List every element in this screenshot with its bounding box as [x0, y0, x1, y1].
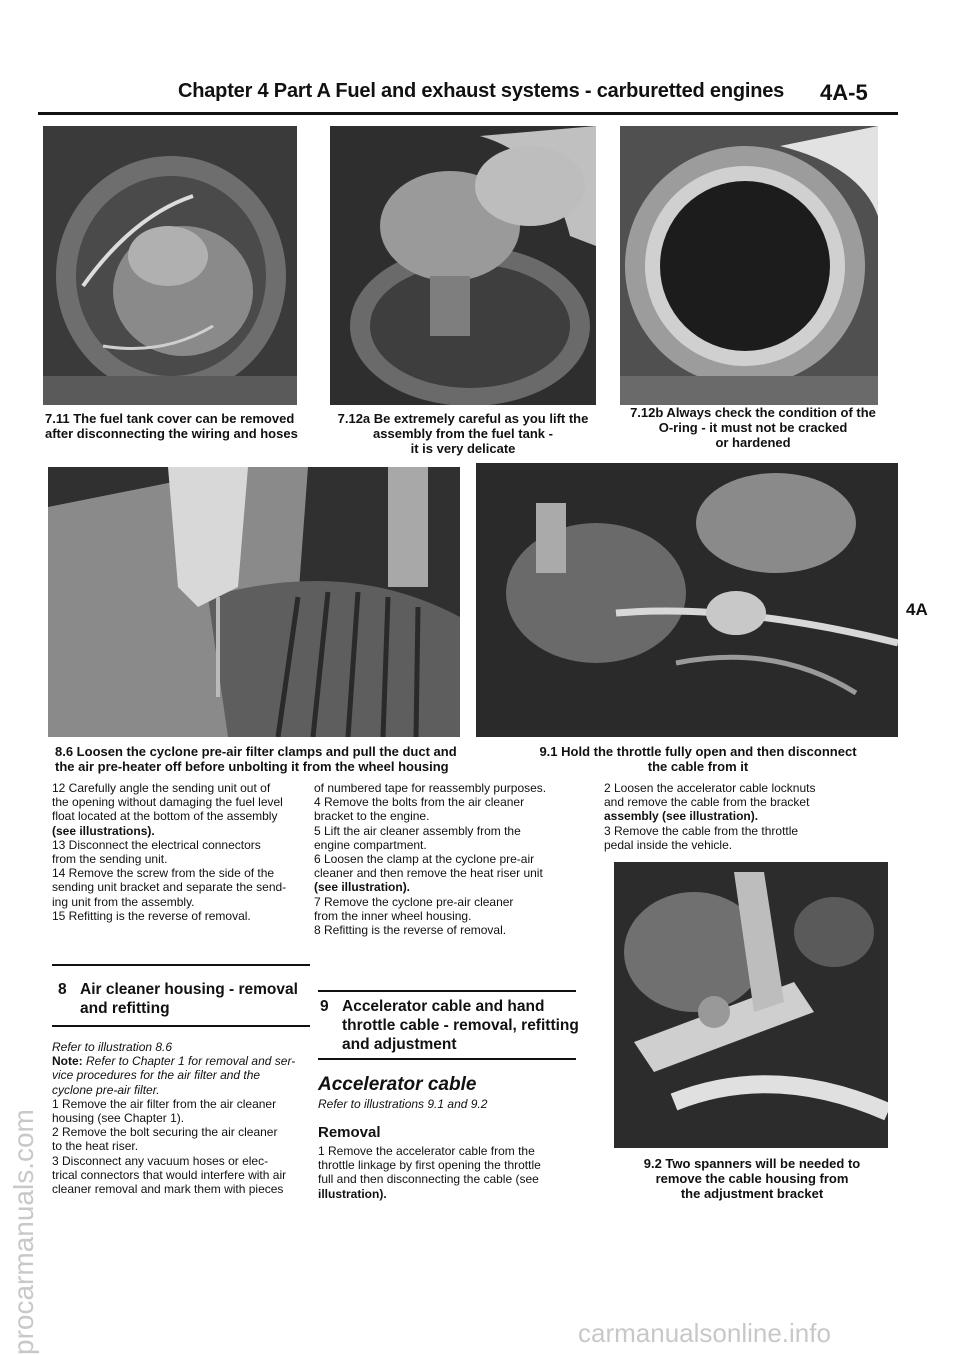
- text-line: 6 Loosen the clamp at the cyclone pre-air: [314, 852, 535, 867]
- text-line: trical connectors that would interfere with air: [52, 1167, 287, 1182]
- caption-line: remove the cable housing from: [655, 1171, 849, 1186]
- text-line: engine compartment.: [314, 837, 427, 852]
- text-line: 4 Remove the bolts from the air cleaner: [314, 795, 525, 810]
- note-label: Note:: [52, 1054, 83, 1069]
- text-line: (see illustrations).: [52, 823, 155, 838]
- text-line: cleaner and then remove the heat riser unit: [314, 866, 543, 881]
- section-8-top-rule: [52, 964, 310, 966]
- caption-line: the adjustment bracket: [680, 1186, 824, 1201]
- section-9-heading: [320, 997, 580, 1054]
- text-line: and remove the cable from the bracket: [604, 795, 810, 810]
- section-number: 8: [58, 981, 67, 998]
- caption-7-12a: [322, 411, 604, 456]
- caption-line: 7.12b Always check the condition of the: [630, 405, 876, 420]
- caption-8-6: [55, 744, 475, 774]
- watermark-left: procarmanuals.com: [8, 1109, 39, 1355]
- text-line: pedal inside the vehicle.: [604, 837, 733, 852]
- page-header-title: Chapter 4 Part A Fuel and exhaust systems - carburetted engines: [178, 80, 785, 102]
- heading-line: Air cleaner housing - removal: [80, 981, 298, 998]
- page-number: 4A-5: [820, 80, 868, 105]
- photo-throttle-linkage: [476, 463, 898, 737]
- heading-line: and refitting: [80, 1000, 170, 1017]
- photo-fuel-tank-assembly: [330, 126, 596, 405]
- heading-line: Accelerator cable and hand: [342, 998, 545, 1015]
- text-line: float located at the bottom of the assembly: [52, 809, 278, 824]
- text-line: Refer to Chapter 1 for removal and ser-: [82, 1054, 296, 1069]
- text-line: throttle linkage by first opening the throttle: [318, 1158, 541, 1173]
- text-line: assembly (see illustration).: [604, 809, 759, 824]
- section-8-bottom-rule: [52, 1025, 310, 1027]
- text-line: of numbered tape for reassembly purposes.: [314, 781, 547, 795]
- caption-line: it is very delicate: [410, 441, 516, 456]
- text-line: 8 Refitting is the reverse of removal.: [314, 923, 507, 938]
- caption-line: 8.6 Loosen the cyclone pre-air filter clamps and pull the duct and: [55, 744, 457, 759]
- section-9-bottom-rule: [318, 1058, 576, 1060]
- reference-text: Refer to illustrations 9.1 and 9.2: [318, 1097, 488, 1111]
- section-9-top-rule: [318, 990, 576, 992]
- caption-line: O-ring - it must not be cracked: [658, 420, 848, 435]
- text-line: illustration).: [318, 1186, 387, 1201]
- column-1-text: [52, 781, 310, 923]
- text-line: the opening without damaging the fuel level: [52, 795, 283, 810]
- text-line: cyclone pre-air filter.: [52, 1082, 160, 1097]
- header-rule: [38, 112, 898, 115]
- text-line: 14 Remove the screw from the side of the: [52, 866, 275, 881]
- heading-line: throttle cable - removal, refitting: [342, 1017, 579, 1034]
- text-line: 2 Loosen the accelerator cable locknuts: [604, 781, 816, 795]
- text-line: housing (see Chapter 1).: [52, 1111, 185, 1126]
- text-line: sending unit bracket and separate the send-: [52, 880, 287, 895]
- caption-line: 9.2 Two spanners will be needed to: [643, 1156, 861, 1171]
- photo-cyclone-filter: [48, 467, 460, 737]
- text-line: 13 Disconnect the electrical connectors: [52, 837, 261, 852]
- column-2-text: [314, 781, 574, 937]
- photo-o-ring: [620, 126, 878, 405]
- removal-body: [318, 1144, 580, 1201]
- caption-line: 7.11 The fuel tank cover can be removed: [45, 411, 295, 426]
- text-line: 7 Remove the cyclone pre-air cleaner: [314, 894, 514, 909]
- text-line: ing unit from the assembly.: [52, 894, 195, 909]
- photo-cable-housing-spanners: [614, 862, 888, 1148]
- text-line: to the heat riser.: [52, 1139, 139, 1154]
- subheading-accelerator-cable: Accelerator cable: [318, 1074, 477, 1095]
- caption-line: or hardened: [715, 435, 791, 450]
- text-line: full and then disconnecting the cable (see: [318, 1172, 539, 1187]
- caption-line: 7.12a Be extremely careful as you lift the: [337, 411, 589, 426]
- caption-line: the air pre-heater off before unbolting it from the wheel housing: [55, 759, 449, 774]
- text-line: 15 Refitting is the reverse of removal.: [52, 908, 251, 923]
- caption-line: after disconnecting the wiring and hoses: [45, 426, 298, 441]
- caption-7-11: [45, 411, 305, 441]
- section-number: 9: [320, 998, 329, 1015]
- text-line: 3 Disconnect any vacuum hoses or elec-: [52, 1153, 269, 1168]
- column-3-text: [604, 781, 896, 852]
- watermark-bottom: carmanualsonline.info: [578, 1318, 831, 1348]
- subheading-removal: Removal: [318, 1124, 381, 1141]
- caption-line: assembly from the fuel tank -: [373, 426, 553, 441]
- text-line: 12 Carefully angle the sending unit out of: [52, 781, 271, 795]
- section-8-body: [52, 1040, 314, 1196]
- caption-9-2: [600, 1156, 904, 1201]
- caption-line: 9.1 Hold the throttle fully open and then disconnect: [539, 744, 857, 759]
- text-line: Refer to illustration 8.6: [52, 1040, 173, 1054]
- text-line: 1 Remove the accelerator cable from the: [318, 1144, 535, 1158]
- text-line: cleaner removal and mark them with pieces: [52, 1182, 284, 1197]
- text-line: (see illustration).: [314, 880, 411, 895]
- text-line: 5 Lift the air cleaner assembly from the: [314, 823, 521, 838]
- text-line: bracket to the engine.: [314, 809, 430, 824]
- chapter-tab: 4A: [906, 600, 928, 619]
- text-line: vice procedures for the air filter and the: [52, 1068, 261, 1083]
- photo-fuel-tank-cover: [43, 126, 297, 405]
- caption-9-1: [478, 744, 918, 774]
- heading-line: and adjustment: [342, 1036, 457, 1053]
- text-line: from the inner wheel housing.: [314, 908, 472, 923]
- section-8-heading: [58, 980, 310, 1018]
- caption-line: the cable from it: [647, 759, 749, 774]
- text-line: from the sending unit.: [52, 852, 168, 867]
- text-line: 3 Remove the cable from the throttle: [604, 823, 799, 838]
- text-line: 2 Remove the bolt securing the air cleaner: [52, 1125, 278, 1140]
- caption-7-12b: [612, 405, 894, 450]
- text-line: 1 Remove the air filter from the air cleaner: [52, 1096, 277, 1111]
